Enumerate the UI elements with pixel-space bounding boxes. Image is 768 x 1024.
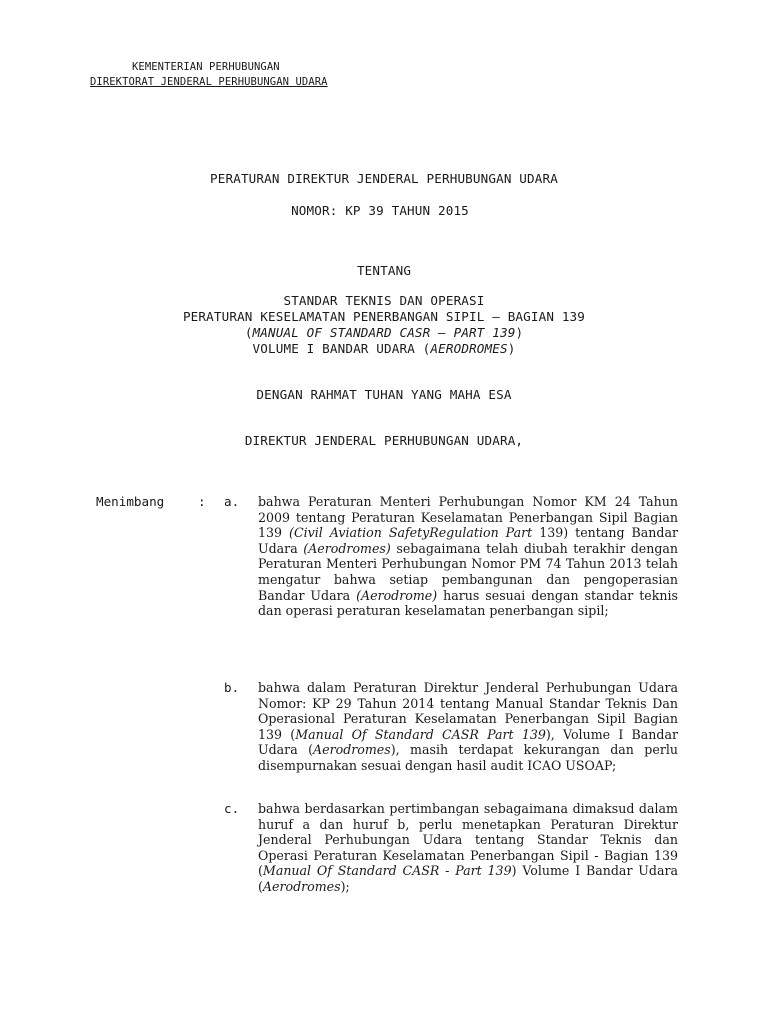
item-b-letter: b. (224, 680, 240, 695)
subject-line-3: (MANUAL OF STANDARD CASR – PART 139) (244, 325, 524, 340)
regulation-number: NOMOR: KP 39 TAHUN 2015 (291, 203, 469, 218)
considering-colon: : (198, 494, 206, 509)
regulation-title: PERATURAN DIREKTUR JENDERAL PERHUBUNGAN UDARA (210, 171, 558, 186)
official-title: DIREKTUR JENDERAL PERHUBUNGAN UDARA, (244, 433, 524, 448)
item-c-letter: c. (224, 801, 240, 816)
item-c-text: bahwa berdasarkan pertimbangan sebagaimana dimaksud dalam huruf a dan huruf b, perlu menetapkan Peraturan Direktur Jenderal Perhubungan Udara tentang Standar Teknis dan Operasi Peraturan Keselamatan Penerbangan Sipil - Bagian 139 (Manual Of Standard CASR - Part 139) Volume I Bandar Udara (Aerodromes); (258, 801, 678, 894)
subject-line-4: VOLUME I BANDAR UDARA (AERODROMES) (252, 341, 516, 356)
item-a-text: bahwa Peraturan Menteri Perhubungan Nomor KM 24 Tahun 2009 tentang Peraturan Keselamatan Penerbangan Sipil Bagian 139 (Civil Aviation SafetyRegulation Part 139) tentang Bandar Udara (Aerodromes) sebagaimana telah diubah terakhir dengan Peraturan Menteri Perhubungan Nomor PM 74 Tahun 2013 telah mengatur bahwa setiap pembangunan dan pengoperasian Bandar Udara (Aerodrome) harus sesuai dengan standar teknis dan operasi peraturan keselamatan penerbangan sipil; (258, 494, 678, 619)
blessing-line: DENGAN RAHMAT TUHAN YANG MAHA ESA (256, 387, 512, 402)
letterhead (90, 60, 410, 90)
subject-line-2: PERATURAN KESELAMATAN PENERBANGAN SIPIL – BAGIAN 139 (182, 309, 586, 324)
about-heading: TENTANG (356, 263, 412, 278)
item-b-text: bahwa dalam Peraturan Direktur Jenderal Perhubungan Udara Nomor: KP 29 Tahun 2014 tentang Manual Standar Teknis Dan Operasional Peraturan Keselamatan Penerbangan Sipil Bagian 139 (Manual Of Standard CASR Part 139), Volume I Bandar Udara (Aerodromes), masih terdapat kekurangan dan perlu disempurnakan sesuai dengan hasil audit ICAO USOAP; (258, 680, 678, 773)
considering-label: Menimbang (96, 494, 165, 509)
ministry-name: KEMENTERIAN PERHUBUNGAN (132, 61, 280, 73)
subject-line-1: STANDAR TEKNIS DAN OPERASI (283, 293, 485, 308)
directorate-name: DIREKTORAT JENDERAL PERHUBUNGAN UDARA (90, 76, 328, 88)
subject-line-3-italic: MANUAL OF STANDARD CASR – PART 139 (252, 325, 516, 340)
subject-line-4-italic: AERODROMES (430, 341, 508, 356)
item-a-letter: a. (224, 494, 240, 509)
